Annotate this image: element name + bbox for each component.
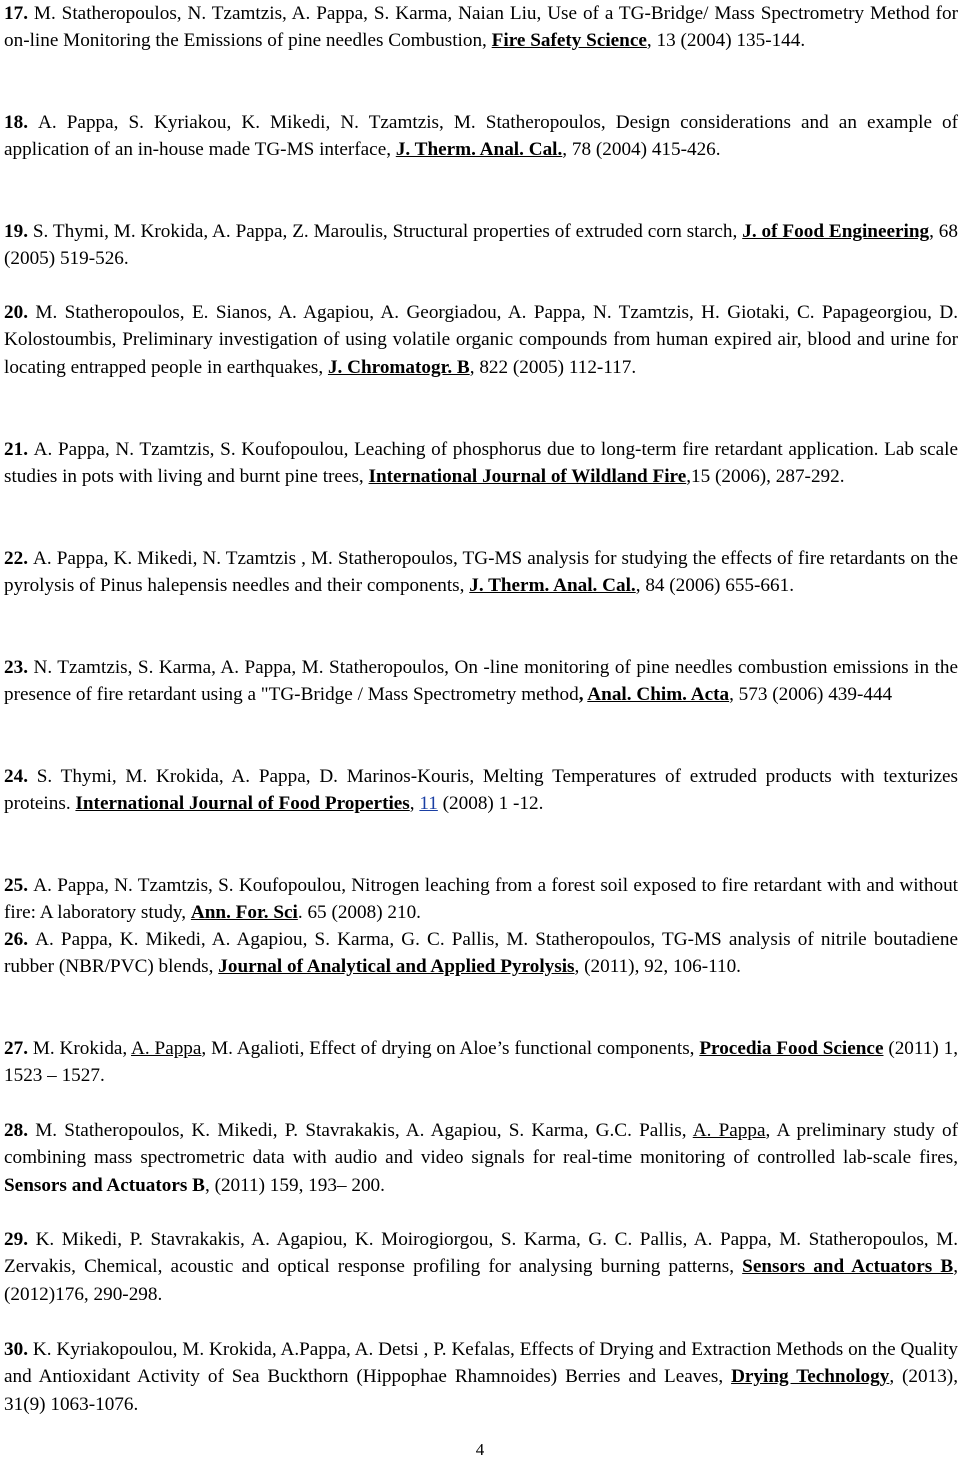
reference-text: , 78 (2004) 415-426. — [562, 139, 721, 161]
reference-entry — [4, 872, 958, 927]
reference-text: , 68 (2005) 519-526. — [4, 221, 958, 270]
author-highlight: A. Pappa — [131, 1038, 202, 1059]
reference-number: 17. — [4, 3, 34, 24]
reference-entry — [4, 545, 958, 600]
reference-text: ,15 (2006), 287-292. — [686, 466, 845, 488]
volume-link: 11 — [419, 793, 438, 815]
journal-title: International Journal of Food Properties — [75, 793, 410, 815]
reference-text: , — [409, 793, 420, 815]
reference-text: , M. Agalioti, Effect of drying on Aloe’s functional components, — [201, 1038, 700, 1059]
reference-text: , (2011) 159, 193– 200. — [204, 1174, 385, 1196]
reference-entry — [4, 1336, 958, 1418]
reference-text: M. Krokida, — [32, 1038, 132, 1059]
reference-entry — [4, 0, 958, 55]
journal-title: Fire Safety Science — [491, 30, 647, 52]
reference-number: 26. — [4, 929, 36, 950]
reference-text: M. Statheropoulos, E. Sianos, A. Agapiou, A. Georgiadou, A. Pappa, N. Tzamtzis, H. Giotaki, C. Papageorgiou, D. Kolostoumbis, Preliminary investigation of using volatile organic compounds from human expired air, blood and urine for locating entrapped people in earthquakes, — [4, 302, 958, 378]
reference-entry — [4, 436, 958, 491]
reference-text: , A preliminary study of combining mass spectrometric data with audio and video signals for real-time monitoring of controlled lab-scale fires, — [4, 1120, 959, 1169]
author-highlight: A. Pappa — [692, 1120, 766, 1141]
page-number: 4 — [475, 1440, 485, 1459]
reference-number: , — [578, 684, 588, 706]
reference-number: Sensors and Actuators B — [4, 1174, 205, 1196]
reference-number: 18. — [4, 112, 39, 133]
journal-title: Journal of Analytical and Applied Pyrolysis — [218, 956, 575, 978]
reference-text: S. Thymi, M. Krokida, A. Pappa, Z. Maroulis, Structural properties of extruded corn starch, — [32, 221, 743, 242]
reference-text: , (2012)176, 290-298. — [4, 1256, 958, 1305]
reference-number: 27. — [4, 1038, 33, 1059]
reference-number: 30. — [4, 1339, 33, 1360]
reference-number: 29. — [4, 1229, 36, 1250]
reference-entry — [4, 926, 958, 981]
reference-text: M. Statheropoulos, N. Tzamtzis, A. Pappa, S. Karma, Naian Liu, Use of a TG-Bridge/ Mass Spectrometry Method for on-line Monitoring the Emissions of pine needles Combustion, — [4, 3, 959, 52]
reference-entry — [4, 109, 958, 164]
reference-number: 19. — [4, 221, 33, 242]
reference-number: 22. — [4, 548, 34, 569]
reference-text: A. Pappa, N. Tzamtzis, S. Koufopoulou, Leaching of phosphorus due to long-term fire retardant application. Lab scale studies in pots with living and burnt pine trees, — [4, 439, 959, 488]
reference-text: S. Thymi, M. Krokida, A. Pappa, D. Marinos-Kouris, Melting Temperatures of extruded products with texturizes proteins. — [4, 766, 958, 815]
reference-text: N. Tzamtzis, S. Karma, A. Pappa, M. Statheropoulos, On -line monitoring of pine needles combustion emissions in the presence of fire retardant using a "TG-Bridge / Mass Spectrometry method — [4, 657, 959, 706]
reference-text: A. Pappa, S. Kyriakou, K. Mikedi, N. Tzamtzis, M. Statheropoulos, Design considerations and an example of application of an in-house made TG-MS interface, — [4, 112, 958, 161]
reference-entry — [4, 1117, 958, 1199]
journal-title: Sensors and Actuators B — [742, 1256, 954, 1278]
reference-entry — [4, 299, 958, 381]
journal-title: Anal. Chim. Acta — [587, 684, 730, 706]
reference-text: A. Pappa, K. Mikedi, A. Agapiou, S. Karma, G. C. Pallis, M. Statheropoulos, TG-MS analysis of nitrile boutadiene rubber (NBR/PVC) blends, — [4, 929, 959, 978]
reference-text: K. Kyriakopoulou, M. Krokida, A.Pappa, A. Detsi , P. Kefalas, Effects of Drying and Extraction Methods on the Quality and Antioxidant Activity of Sea Buckthorn (Hippophae Rhamnoides) Berries and Leaves, — [4, 1339, 959, 1388]
reference-text: (2008) 1 -12. — [437, 793, 544, 815]
reference-text: , 822 (2005) 112-117. — [469, 356, 637, 378]
reference-text: K. Mikedi, P. Stavrakakis, A. Agapiou, K. Moirogiorgou, S. Karma, G. C. Pallis, A. Pappa, M. Statheropoulos, M. Zervakis, Chemical, acoustic and optical response profiling for analysing burning patterns, — [4, 1229, 959, 1278]
reference-number: 23. — [4, 657, 34, 678]
reference-number: 21. — [4, 439, 34, 460]
reference-text: , 13 (2004) 135-144. — [646, 30, 806, 52]
reference-entry — [4, 1226, 958, 1308]
reference-text: , (2013), 31(9) 1063-1076. — [4, 1366, 958, 1415]
reference-entry — [4, 654, 958, 709]
reference-text: , 573 (2006) 439-444 — [729, 684, 893, 706]
reference-entry — [4, 1035, 958, 1090]
reference-text: (2011) 1, 1523 – 1527. — [4, 1038, 959, 1087]
reference-number: 25. — [4, 875, 34, 896]
reference-number: 20. — [4, 302, 36, 323]
reference-entry — [4, 218, 958, 273]
journal-title: International Journal of Wildland Fire — [368, 466, 687, 488]
journal-title: Procedia Food Science — [699, 1038, 884, 1059]
reference-text: , (2011), 92, 106-110. — [574, 956, 741, 978]
reference-text: A. Pappa, K. Mikedi, N. Tzamtzis , M. Statheropoulos, TG-MS analysis for studying the effects of fire retardants on the pyrolysis of Pinus halepensis needles and their components, — [4, 548, 959, 597]
reference-number: 24. — [4, 766, 37, 787]
reference-text: M. Statheropoulos, K. Mikedi, P. Stavrakakis, A. Agapiou, S. Karma, G.C. Pallis, — [35, 1120, 693, 1141]
journal-title: J. Therm. Anal. Cal. — [469, 575, 636, 597]
reference-entry — [4, 763, 958, 818]
journal-title: J. of Food Engineering — [742, 221, 930, 242]
reference-number: 28. — [4, 1120, 36, 1141]
journal-title: J. Chromatogr. B — [327, 356, 470, 378]
journal-title: J. Therm. Anal. Cal. — [395, 139, 563, 161]
reference-text: , 84 (2006) 655-661. — [635, 575, 794, 597]
reference-text: . 65 (2008) 210. — [297, 902, 421, 924]
reference-text: A. Pappa, N. Tzamtzis, S. Koufopoulou, Nitrogen leaching from a forest soil exposed to fire retardant with and without fire: A laboratory study, — [4, 875, 958, 924]
journal-title: Ann. For. Sci — [190, 902, 298, 924]
journal-title: Drying Technology — [731, 1366, 890, 1388]
